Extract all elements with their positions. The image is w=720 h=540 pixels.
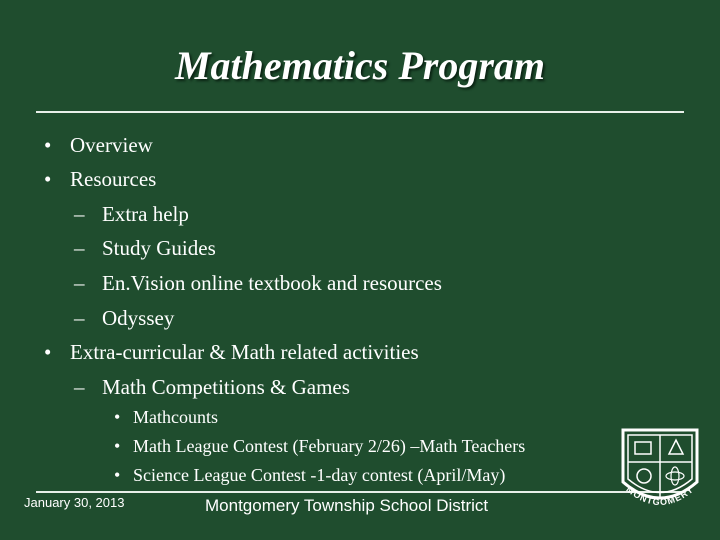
dash-marker: –	[74, 236, 85, 260]
bullet-marker: •	[114, 436, 121, 456]
list-item-text: Science League Contest -1-day contest (April/May)	[133, 465, 506, 485]
list-item	[74, 271, 442, 296]
bullet-marker: •	[114, 407, 121, 427]
list-item-text: Odyssey	[102, 306, 175, 330]
seal-text: MONTGOMERY	[624, 484, 696, 508]
list-item-text: Mathcounts	[133, 407, 218, 427]
list-item	[44, 340, 419, 365]
list-item	[114, 407, 218, 428]
list-item-text: Math League Contest (February 2/26) –Math Teachers	[133, 436, 526, 456]
dash-marker: –	[74, 202, 85, 226]
list-item	[74, 375, 350, 400]
footer-divider	[36, 491, 684, 493]
list-item	[44, 167, 157, 192]
bullet-marker: •	[44, 340, 52, 364]
school-seal-logo	[613, 422, 707, 522]
bullet-marker: •	[44, 133, 52, 157]
list-item-text: Resources	[70, 167, 157, 191]
slide-title: Mathematics Program	[174, 43, 546, 88]
list-item-text: Study Guides	[102, 236, 216, 260]
list-item-text: Math Competitions & Games	[102, 375, 350, 399]
list-item-text: Overview	[70, 133, 153, 157]
list-item	[74, 306, 175, 331]
list-item-text: En.Vision online textbook and resources	[102, 271, 442, 295]
list-item-text: Extra help	[102, 202, 189, 226]
list-item	[114, 436, 526, 457]
dash-marker: –	[74, 306, 85, 330]
list-item	[74, 202, 189, 227]
footer-district: Montgomery Township School District	[205, 496, 489, 515]
list-item	[44, 133, 153, 158]
list-item-text: Extra-curricular & Math related activities	[70, 340, 419, 364]
footer-date: January 30, 2013	[24, 495, 125, 510]
list-item	[74, 236, 216, 261]
list-item	[114, 465, 506, 486]
title-divider	[36, 111, 684, 113]
bullet-marker: •	[44, 167, 52, 191]
dash-marker: –	[74, 271, 85, 295]
dash-marker: –	[74, 375, 85, 399]
bullet-marker: •	[114, 465, 121, 485]
